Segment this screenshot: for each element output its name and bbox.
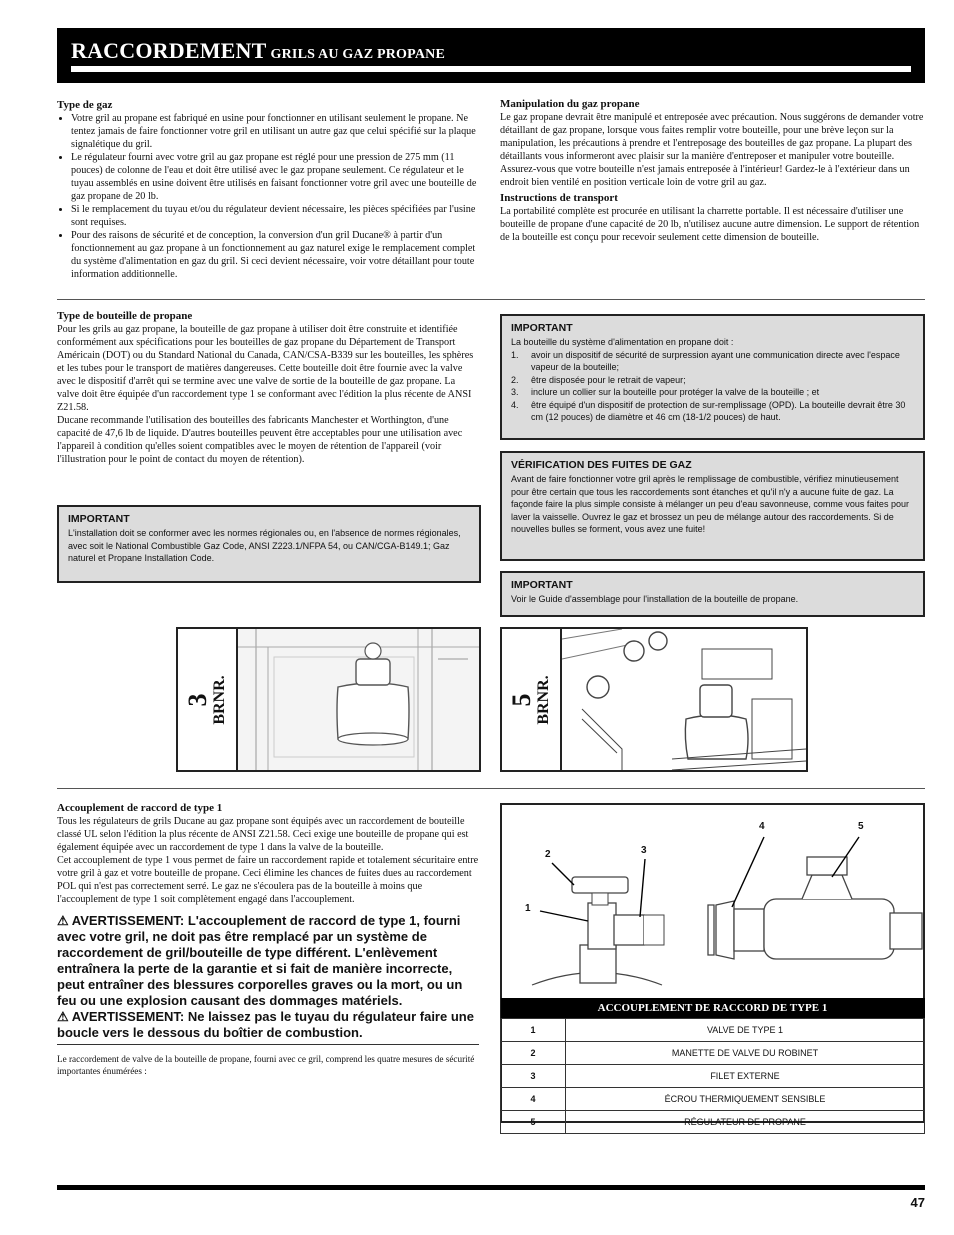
important-box-right-1 xyxy=(500,314,925,440)
warning-2 xyxy=(57,1009,479,1041)
item-text: être disposée pour le retrait de vapeur; xyxy=(531,374,686,385)
heading-accouplement: Accouplement de raccord de type 1 xyxy=(57,802,223,814)
part-label: FILET EXTERNE xyxy=(566,1065,925,1088)
important-text: L'installation doit se conformer avec les normes régionales ou, en l'absence de normes régionales, avec soit le National Combustible Gaz Code, ANSI Z223.1/NFPA 54, ou CAN/CGA-B149.1; Gaz naturel et Propane Installation Code. xyxy=(68,528,461,563)
heading-transport: Instructions de transport xyxy=(500,192,618,204)
transport-text: La portabilité complète est procurée en utilisant la charrette portable. Il est nécessaire d'utiliser une bouteille de propane d'une capacité de 20 lb, n'utilisez aucune autre dimension. Le support de rétention de la bouteille est conçu pour recevoir seulement cette dimension de bouteille. xyxy=(500,206,920,243)
item-text: être équipé d'un dispositif de protection de sur-remplissage (OPD). La bouteille devrait être 30 cm (12 pouces) de diamètre et 46 cm (18-1/2 pouces) de haut. xyxy=(531,399,906,422)
type-1-coupling-illustration xyxy=(502,805,923,997)
bouteille-text-2: Ducane recommande l'utilisation des bouteilles des fabricants Manchester et Worthington, d'une capacité de 47,6 lb de liquide. D'autres bouteilles peuvent être acceptables pour une utilisation avec l'appareil à condition qu'elles soient compatibles avec le moyen de rétention de l'appareil (voir l'illustration pour le point de contact du moyen de rétention). xyxy=(57,415,463,465)
part-label: RÉGULATEUR DE PROPANE xyxy=(566,1111,925,1134)
warning-1 xyxy=(57,913,479,1009)
important-list xyxy=(511,349,914,424)
figure-number: 5 xyxy=(507,693,536,706)
figure-label-text: BRNR. xyxy=(535,674,552,725)
divider xyxy=(57,1044,479,1045)
page-header xyxy=(57,28,925,83)
section-manipulation xyxy=(500,98,926,244)
list-item: • Si le remplacement du tuyau et/ou du régulateur devient nécessaire, les pièces spécifiées par l'usine sont requises. xyxy=(71,203,477,229)
callout-5: 5 xyxy=(858,821,864,832)
table-row xyxy=(501,1065,925,1088)
propane-tank-cabinet-illustration xyxy=(238,629,479,770)
item-number: 4. xyxy=(511,399,519,410)
header-subtitle: GRILS AU GAZ PROPANE xyxy=(270,47,445,62)
parts-table-title: ACCOUPLEMENT DE RACCORD DE TYPE 1 xyxy=(501,998,925,1019)
list-item: • Pour des raisons de sécurité et de conception, la conversion d'un gril Ducane® à partir d'un fonctionnement au gaz propane à un fonctionnement au gaz naturel exige le remplacement complet du système d'alimentation en gaz du gril. Si ceci devient nécessaire, voir votre détaillant pour toute information additionnelle. xyxy=(71,229,477,281)
header-rule xyxy=(71,66,911,72)
part-label: VALVE DE TYPE 1 xyxy=(566,1019,925,1042)
list-item xyxy=(511,349,914,374)
verification-text: Avant de faire fonctionner votre gril après le remplissage de combustible, vérifiez minutieusement pour être certain que tous les raccordements sont étanches et qu'il n'y a aucune fuite de gaz. La façonde faire la plus simple consiste à mélanger un peu d'eau savonneuse, comme vous faites pour laver la vaisselle. Ouvrez le gaz et brossez un peu de mélange autour des raccordements. Si de nouvelles bulles se forment, vous avez une fuite! xyxy=(511,474,909,534)
list-item xyxy=(511,399,914,424)
part-number: 4 xyxy=(501,1088,566,1111)
part-number: 2 xyxy=(501,1042,566,1065)
callout-4: 4 xyxy=(759,821,765,832)
verification-title: VÉRIFICATION DES FUITES DE GAZ xyxy=(511,459,692,471)
warning-icon: ⚠ xyxy=(57,913,69,928)
list-item xyxy=(511,374,914,387)
important-title: IMPORTANT xyxy=(68,513,130,525)
footer-rule xyxy=(57,1185,925,1190)
table-row xyxy=(501,1088,925,1111)
list-item: • Le régulateur fourni avec votre gril au gaz propane est réglé pour une pression de 275 mm (11 pouces) de colonne de l'eau et doit être utilisé avec le gaz propane seulement. Ce régulateur et le tuyau assemblés en usine doivent être utilisés en faisant fonctionner votre gril avec une bouteille de gaz propane de 20 lb. xyxy=(71,151,477,203)
item-number: 3. xyxy=(511,387,519,397)
grill-tank-installation-illustration xyxy=(562,629,806,770)
figure-label xyxy=(178,629,238,770)
verification-box xyxy=(500,451,925,561)
heading-bouteille: Type de bouteille de propane xyxy=(57,310,193,322)
divider xyxy=(57,788,925,789)
warning-1-text: AVERTISSEMENT: L'accouplement de raccord de type 1, fourni avec votre gril, ne doit pas être remplacé par un système de raccordement de gril/bouteille de type différent. L'enlèvement entraînera la perte de la garantie et si fait de manière incorrecte, peut entraîner des blessures corporelles graves ou la mort, ou un feu ou une explosion causant des dommages matériels. xyxy=(57,913,463,1008)
callout-3: 3 xyxy=(641,845,647,856)
figure-3 xyxy=(176,627,481,772)
part-number: 5 xyxy=(501,1111,566,1134)
parts-diagram xyxy=(500,803,925,1127)
table-row xyxy=(501,1019,925,1042)
figure-number: 3 xyxy=(183,693,212,706)
part-label: MANETTE DE VALVE DU ROBINET xyxy=(566,1042,925,1065)
important-title: IMPORTANT xyxy=(511,322,573,334)
item-text: inclure un collier sur la bouteille pour protéger la valve de la bouteille ; et xyxy=(531,387,820,397)
bouteille-text-1: Pour les grils au gaz propane, la bouteille de gaz propane à utiliser doit être construite et identifiée conformément aux spécifications pour les bouteilles de gaz propane du Département de Transport Américain (DOT) ou du Standard National du Canada, CAN/CSA-B339 sur les bouteilles, les sphères et les tubes pour le transport de matières dangereuses. Cette bouteille doit être fournie avec la valve avec le dispositif d'arrêt qui se termine avec une valve de sortie de la bouteille de gaz propane. La valve doit être équipée d'un raccordement type 1 se conformant avec l'édition la plus récente de ANSI Z21.58. xyxy=(57,324,474,413)
item-text: avoir un dispositif de sécurité de surpression ayant une communication directe avec l'espace vapeur de la bouteille; xyxy=(531,349,900,372)
important-box-left xyxy=(57,505,481,583)
part-label: ÉCROU THERMIQUEMENT SENSIBLE xyxy=(566,1088,925,1111)
item-number: 2. xyxy=(511,374,519,385)
heading-type-gaz: Type de gaz xyxy=(57,99,113,111)
parts-table-wrap xyxy=(500,998,925,1134)
important-text: Voir le Guide d'assemblage pour l'installation de la bouteille de propane. xyxy=(511,594,799,604)
important-box-right-2 xyxy=(500,571,925,617)
divider xyxy=(57,299,925,300)
page-number: 47 xyxy=(910,1195,925,1210)
table-row xyxy=(501,1042,925,1065)
table-row xyxy=(501,1111,925,1134)
accouplement-text-2: Cet accouplement de type 1 vous permet de faire un raccordement rapide et totalement sécuritaire entre votre gril à gaz et votre bouteille de propane. Ceci élimine les chances de fuites dues au raccordement POL qui n'est pas correctement serré. Le gaz ne s'écoulera pas de la bouteille à moins que l'accouplement de type 1 soit complètement engagé dans l'accouplement. xyxy=(57,855,479,905)
list-item: • Votre gril au propane est fabriqué en usine pour fonctionner en utilisant seulement le propane. Ne tentez jamais de faire fonctionner votre gril en utilisant un autre gaz que celui spécifié sur la plaque signalétique du gril. xyxy=(71,112,477,151)
heading-manipulation: Manipulation du gaz propane xyxy=(500,98,640,110)
callout-1: 1 xyxy=(525,903,531,914)
section-type-gaz xyxy=(57,99,477,281)
important-title: IMPORTANT xyxy=(511,579,573,591)
parts-table xyxy=(500,998,925,1134)
header-title xyxy=(71,38,445,64)
manipulation-text: Le gaz propane devrait être manipulé et entreposée avec précaution. Nous suggérons de demander votre détaillant de gaz propane, lorsque vous faites remplir votre bouteille, pour une brève leçon sur la manipulation, les précautions à prendre et l'entreposage des bouteilles de gaz propane. La plupart des détaillants vous informeront avec plaisir sur la manière d'entreposer et manipuler votre bouteille. Assurez-vous que votre bouteille n'est jamais entreposée à l'intérieur! Gardez-le à l'extérieur dans un endroit bien ventilé en position verticale loin de votre gril au gaz. xyxy=(500,112,924,188)
section-accouplement xyxy=(57,802,479,1077)
figure-5 xyxy=(500,627,808,772)
section-bouteille xyxy=(57,310,479,466)
figure-label xyxy=(502,629,562,770)
accouplement-text-3: Le raccordement de valve de la bouteille de propane, fourni avec ce gril, comprend les quatre mesures de sécurité importantes énumérées : xyxy=(57,1054,475,1076)
figure-label-text: BRNR. xyxy=(211,674,228,725)
part-number: 1 xyxy=(501,1019,566,1042)
header-title-text: RACCORDEMENT xyxy=(71,38,267,63)
warning-icon: ⚠ xyxy=(57,1009,69,1024)
accouplement-text-1: Tous les régulateurs de grils Ducane au gaz propane sont équipés avec un raccordement de bouteille classé UL selon l'édition la plus récente de ANSI Z21.58. Ceci exige une bouteille de propane qui est également équipée avec un raccordement de type 1 dans la valve de la bouteille. xyxy=(57,816,469,853)
warning-2-text: AVERTISSEMENT: Ne laissez pas le tuyau du régulateur faire une boucle vers le dessous du boîtier de combustion. xyxy=(57,1009,474,1040)
item-number: 1. xyxy=(511,349,519,360)
callout-2: 2 xyxy=(545,849,551,860)
type-gaz-bullets xyxy=(57,112,477,281)
list-item xyxy=(511,386,914,399)
important-intro: La bouteille du système d'alimentation en propane doit : xyxy=(511,337,734,347)
part-number: 3 xyxy=(501,1065,566,1088)
